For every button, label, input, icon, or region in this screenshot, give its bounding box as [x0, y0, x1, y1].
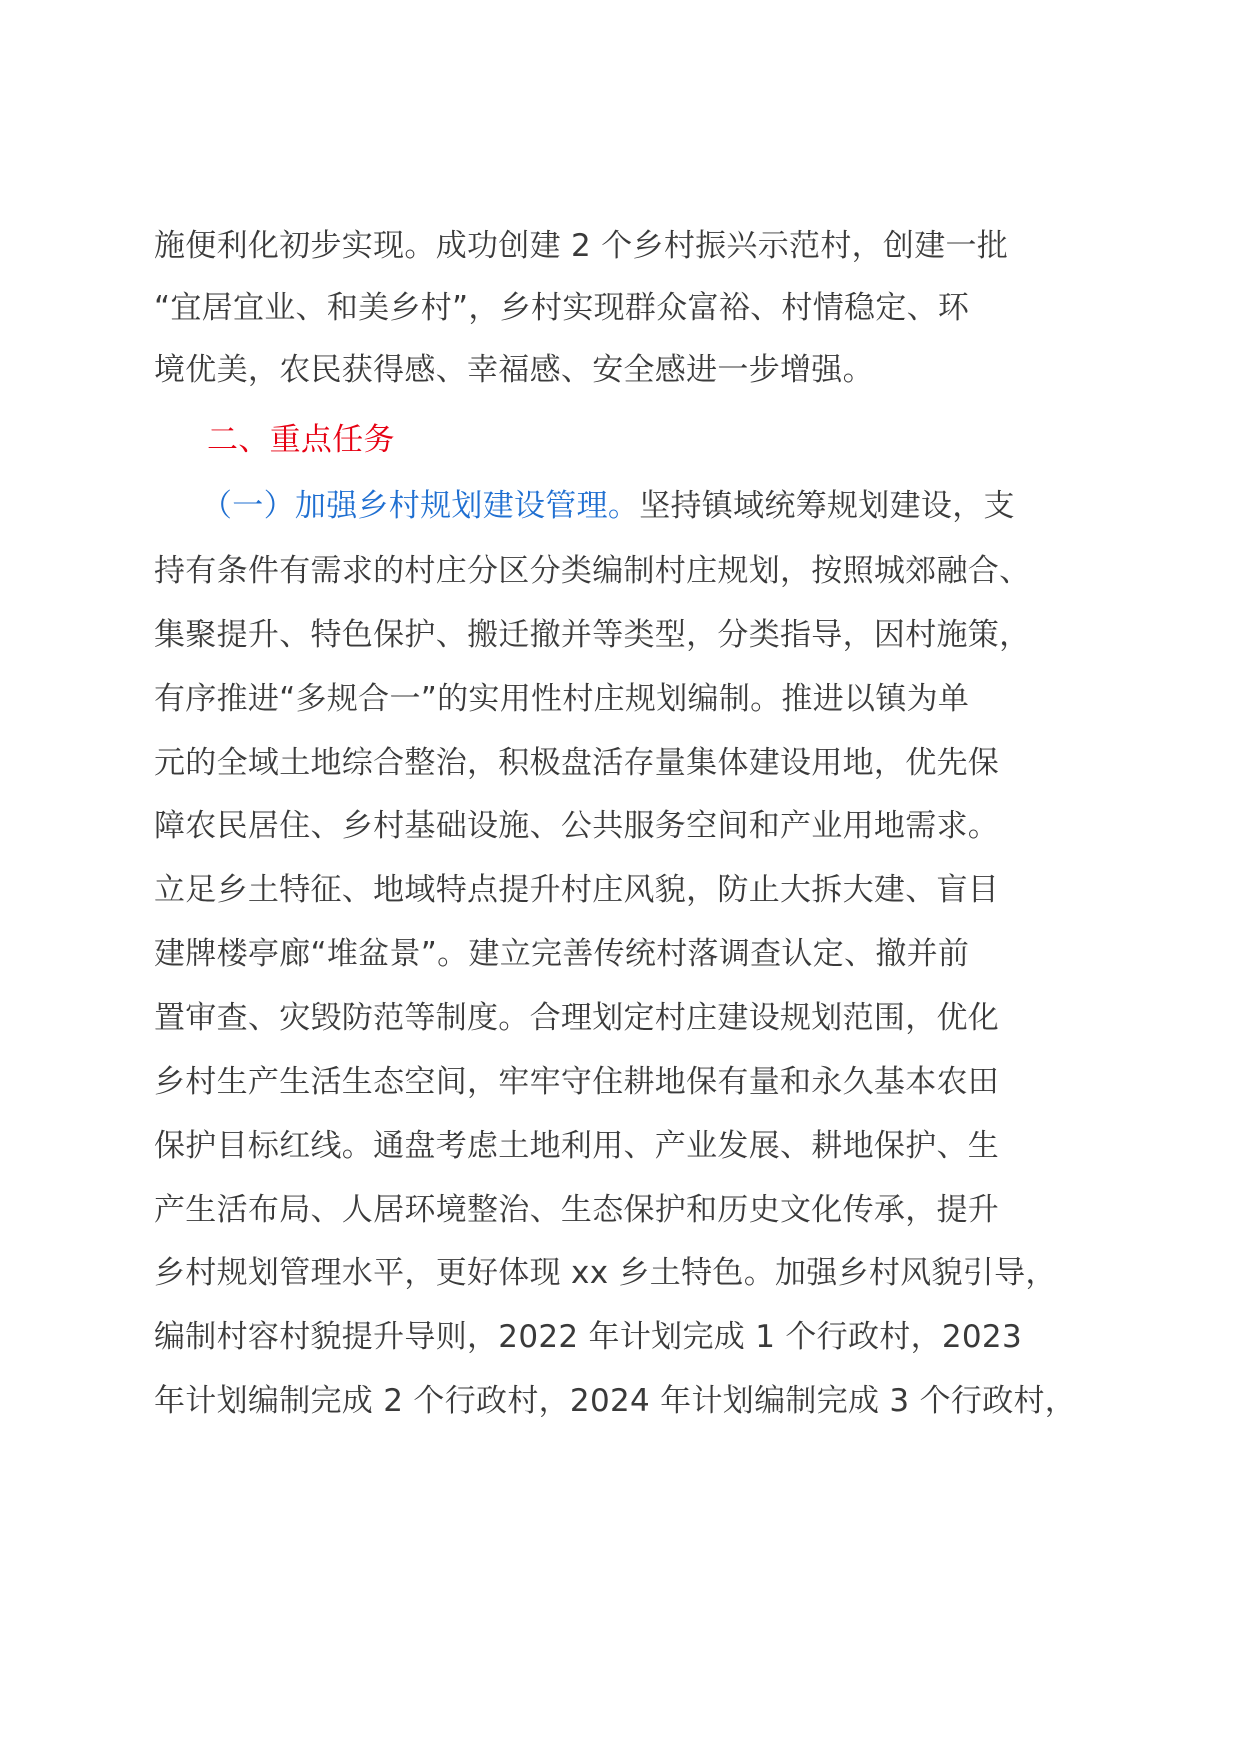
body-line-3: 有序推进“多规合一”的实用性村庄规划编制。推进以镇为单: [154, 681, 970, 717]
subheading-title: （一）加强乡村规划建设管理。: [201, 488, 640, 524]
body-line-14: 年计划编制完成 2 个行政村，2024 年计划编制完成 3 个行政村，: [154, 1383, 1077, 1419]
body-line-1: 持有条件有需求的村庄分区分类编制村庄规划，按照城郊融合、: [154, 553, 1031, 589]
section-heading: 二、重点任务: [207, 422, 395, 458]
body-line-13: 编制村容村貌提升导则，2022 年计划完成 1 个行政村，2023: [154, 1319, 1022, 1355]
body-line-8: 置审查、灾毁防范等制度。合理划定村庄建设规划范围，优化: [154, 1000, 1000, 1036]
body-line-10: 保护目标红线。通盘考虑土地利用、产业发展、耕地保护、生: [154, 1128, 1000, 1164]
subheading-rest: 坚持镇域统筹规划建设，支: [639, 488, 1015, 524]
body-line-12: 乡村规划管理水平，更好体现 xx 乡土特色。加强乡村风貌引导，: [154, 1255, 1057, 1291]
body-line-6: 立足乡土特征、地域特点提升村庄风貌，防止大拆大建、盲目: [154, 872, 1000, 908]
body-line-5: 障农民居住、乡村基础设施、公共服务空间和产业用地需求。: [154, 808, 1000, 844]
body-line-4: 元的全域土地综合整治，积极盘活存量集体建设用地，优先保: [154, 745, 1000, 781]
body-line-2: 集聚提升、特色保护、搬迁撤并等类型，分类指导，因村施策，: [154, 617, 1031, 653]
intro-line-3: 境优美，农民获得感、幸福感、安全感进一步增强。: [154, 352, 874, 388]
intro-line-1: 施便利化初步实现。成功创建 2 个乡村振兴示范村，创建一批: [154, 228, 1009, 264]
intro-line-2: “宜居宜业、和美乡村”，乡村实现群众富裕、村情稳定、环: [154, 290, 970, 326]
body-line-9: 乡村生产生活生态空间，牢牢守住耕地保有量和永久基本农田: [154, 1064, 1000, 1100]
body-line-7: 建牌楼亭廊“堆盆景”。建立完善传统村落调查认定、撤并前: [154, 936, 970, 972]
subheading-line: [201, 484, 1015, 528]
body-line-11: 产生活布局、人居环境整治、生态保护和历史文化传承，提升: [154, 1192, 1000, 1228]
